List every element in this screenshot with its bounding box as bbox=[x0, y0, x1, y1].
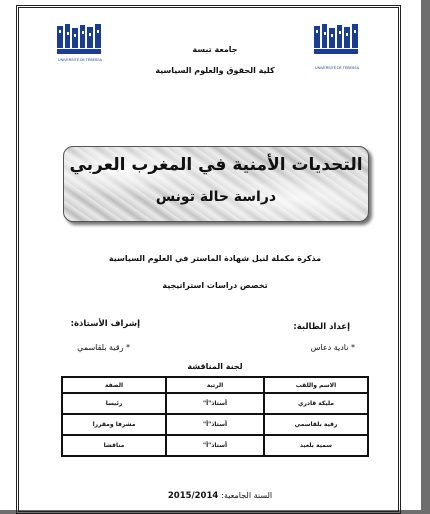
cell-rank: أستاذ"أ" bbox=[166, 435, 264, 456]
table-header-row bbox=[62, 377, 368, 393]
header-role: الصفة bbox=[62, 377, 166, 393]
cell-rank: أستاذ"أ" bbox=[166, 414, 264, 435]
jury-title: لجنة المناقشة bbox=[187, 362, 243, 371]
supervisor-name: * رقية بلقاسمي bbox=[77, 343, 130, 352]
faculty-name: كلية الحقوق والعلوم السياسية bbox=[155, 66, 275, 75]
supervisor-label: إشراف الأستاذة: bbox=[70, 319, 140, 329]
cell-role: رئيسا bbox=[62, 393, 166, 414]
prepared-by-label: إعداد الطالبة: bbox=[293, 322, 350, 332]
academic-year bbox=[140, 491, 300, 501]
student-name: * نادية دعاس bbox=[310, 343, 355, 352]
memo-specialty: تخصص دراسات استراتيجية bbox=[162, 281, 268, 290]
cell-name: مليكة قادري bbox=[264, 393, 368, 414]
memo-description: مذكرة مكملة لنيل شهادة الماستر في العلوم السياسية bbox=[108, 254, 322, 263]
table-row bbox=[62, 414, 368, 435]
cell-role: مشرفا ومقررا bbox=[62, 414, 166, 435]
university-logo-right bbox=[312, 22, 362, 64]
logo-caption-right: UNIVERSITÉ DE TEBESSA bbox=[315, 66, 359, 70]
thesis-title: التحديات الأمنية في المغرب العربي bbox=[69, 155, 363, 175]
table-row bbox=[62, 393, 368, 414]
logo-caption-left: UNIVERSITÉ DE TEBESSA bbox=[58, 58, 102, 62]
cell-rank: أستاذ"أ" bbox=[166, 393, 264, 414]
header-name: الاسم واللقب bbox=[264, 377, 368, 393]
cell-name: رقية بلقاسمي bbox=[264, 414, 368, 435]
jury-table bbox=[61, 376, 369, 457]
header-rank: الرتبة bbox=[166, 377, 264, 393]
cell-name: سمية بلعيد bbox=[264, 435, 368, 456]
university-name: جامعة تبسة bbox=[192, 45, 238, 54]
table-row bbox=[62, 435, 368, 456]
thesis-subtitle: دراسة حالة تونس bbox=[155, 189, 277, 205]
academic-year-label: السنة الجامعية: bbox=[221, 491, 273, 500]
cell-role: مناقشا bbox=[62, 435, 166, 456]
academic-year-value: 2015/2014 bbox=[167, 491, 219, 501]
